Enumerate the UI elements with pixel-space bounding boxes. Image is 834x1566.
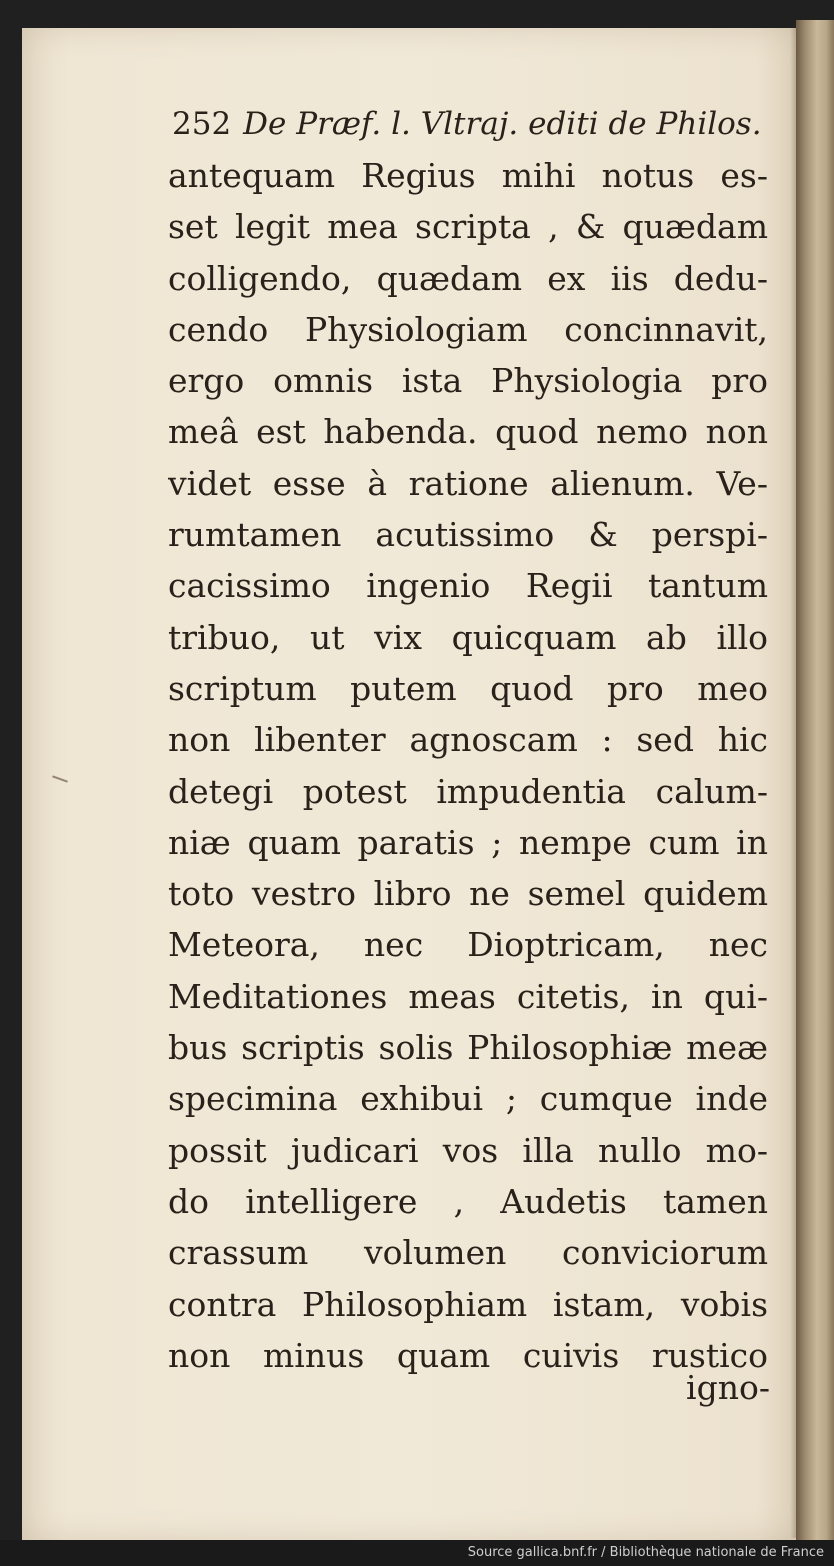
text-line: toto vestro libro ne semel quidem: [168, 874, 768, 914]
text-line: contra Philosophiam istam, vobis: [168, 1284, 768, 1324]
text-line: meâ est habenda. quod nemo non: [168, 412, 768, 452]
text-line: crassum volumen conviciorum: [168, 1233, 768, 1273]
text-line: Meditationes meas citetis, in qui-: [168, 976, 768, 1016]
text-line: videt esse à ratione alienum. Ve-: [168, 463, 768, 503]
text-line: cacissimo ingenio Regii tantum: [168, 566, 768, 606]
running-head: [172, 98, 762, 150]
text-line: cendo Physiologiam concinnavit,: [168, 309, 768, 349]
source-credit: Source gallica.bnf.fr / Bibliothèque nationale de France: [467, 1545, 824, 1560]
text-line: ergo omnis ista Physiologia pro: [168, 361, 768, 401]
text-line: antequam Regius mihi notus es-: [168, 156, 768, 195]
text-line: tribuo, ut vix quicquam ab illo: [168, 617, 768, 657]
text-line: scriptum putem quod pro meo: [168, 668, 768, 708]
catchword: igno-: [686, 1368, 770, 1407]
text-line: specimina exhibui ; cumque inde: [168, 1079, 768, 1119]
text-line: non libenter agnoscam : sed hic: [168, 720, 768, 760]
text-line: bus scriptis solis Philosophiæ meæ: [168, 1028, 768, 1068]
running-title: De Præf. l. Vltraj. editi de Philos.: [243, 106, 762, 142]
text-line: do intelligere , Audetis tamen: [168, 1181, 768, 1221]
page-number: 252: [172, 106, 232, 142]
text-line: non minus quam cuivis rustico: [168, 1335, 768, 1375]
book-binding-edge: [796, 20, 834, 1540]
text-line: Meteora, nec Dioptricam, nec: [168, 925, 768, 965]
text-line: possit judicari vos illa nullo mo-: [168, 1130, 768, 1170]
text-line: colligendo, quædam ex iis dedu-: [168, 258, 768, 298]
text-line: rumtamen acutissimo & perspi-: [168, 515, 768, 555]
text-line: set legit mea scripta , & quædam: [168, 207, 768, 247]
text-line: niæ quam paratis ; nempe cum in: [168, 822, 768, 862]
text-line: detegi potest impudentia calum-: [168, 771, 768, 811]
body-text: [168, 150, 768, 1381]
